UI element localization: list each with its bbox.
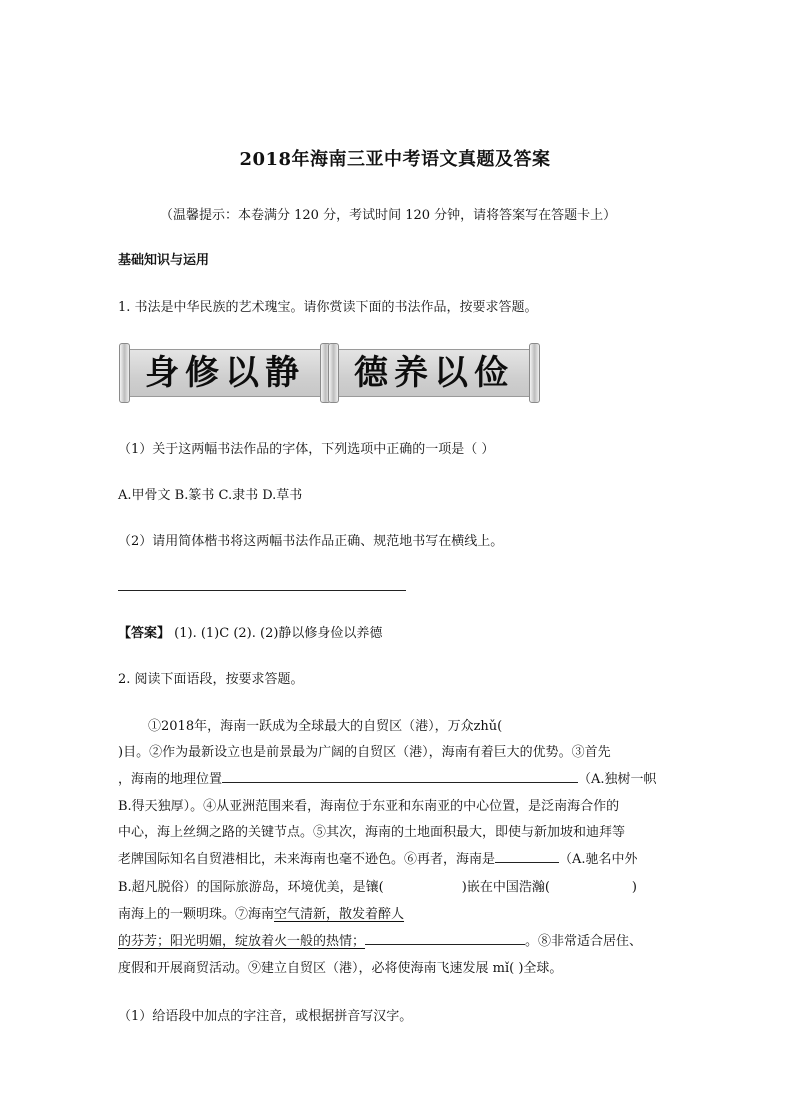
q1-stem: 1. 书法是中华民族的艺术瑰宝。请你赏读下面的书法作品，按要求答题。 [118, 300, 538, 315]
section-heading: 基础知识与运用 [118, 253, 210, 268]
passage-text: 。⑧非常适合居住、 [525, 934, 643, 949]
blank-line [222, 770, 578, 783]
passage-text: 老牌国际知名自贸港相比，未来海南也毫不逊色。⑥再者，海南是 [118, 852, 496, 867]
passage-line: B.得天独厚）。④从亚洲范围来看，海南位于东亚和东南亚的中心位置，是泛南海合作的 [118, 799, 620, 814]
page-title: 2018年海南三亚中考语文真题及答案 [239, 149, 551, 170]
passage-line: ①2018年，海南一跃成为全球最大的自贸区（港），万众zhǔ( [148, 719, 503, 734]
passage-line [118, 768, 657, 787]
q1-answer [118, 622, 382, 641]
underlined-text: 的芬芳；阳光明媚，绽放着火一般的热情； [118, 934, 366, 949]
passage-text: B.超凡脱俗）的国际旅游岛，环境优美，是镶( [118, 880, 384, 895]
q1-options: A.甲骨文 B.篆书 C.隶书 D.草书 [118, 488, 303, 503]
passage-text: （A.驰名中外 [559, 852, 638, 867]
passage-line [118, 903, 404, 922]
exam-tip: （温馨提示：本卷满分 120 分，考试时间 120 分钟，请将答案写在答题卡上） [160, 208, 617, 223]
passage-line [118, 876, 637, 895]
passage-line [118, 930, 642, 949]
q2-stem: 2. 阅读下面语段，按要求答题。 [118, 672, 304, 687]
answer-line [118, 590, 406, 591]
passage-line [118, 848, 638, 867]
passage-line: 中心，海上丝绸之路的关键节点。⑤其次，海南的土地面积最大，即使与新加坡和迪拜等 [118, 825, 626, 840]
blank-line [495, 850, 559, 863]
q2-sub1: （1）给语段中加点的字注音，或根据拼音写汉字。 [118, 1009, 413, 1024]
calligraphy-scroll-1 [119, 343, 331, 403]
passage-line: 度假和开展商贸活动。⑨建立自贸区（港），必将使海南飞速发展 mǐ( )全球。 [118, 961, 563, 976]
passage-text: ) [631, 880, 637, 895]
calligraphy-text: 身修以静 [145, 353, 305, 393]
passage-text: 南海上的一颗明珠。⑦海南 [118, 907, 275, 922]
passage-line: )目。②作为最新设立也是前景最为广阔的自贸区（港），海南有着巨大的优势。③首先 [118, 745, 611, 760]
answer-text: (1). (1)C (2). (2)静以修身俭以养德 [170, 626, 383, 641]
q1-sub1: （1）关于这两幅书法作品的字体，下列选项中正确的一项是（ ） [118, 442, 495, 457]
answer-label: 【答案】 [118, 626, 171, 641]
blank-line [365, 932, 525, 945]
passage-text: （A.独树一帜 [578, 772, 657, 787]
underlined-text: 空气清新，散发着醉人 [274, 907, 405, 922]
calligraphy-text: 德养以俭 [354, 353, 514, 393]
q1-sub2: （2）请用简体楷书将这两幅书法作品正确、规范地书写在横线上。 [118, 534, 504, 549]
passage-text: ，海南的地理位置 [118, 772, 223, 787]
calligraphy-scroll-2 [328, 343, 540, 403]
passage-text: )嵌在中国浩瀚( [461, 880, 550, 895]
